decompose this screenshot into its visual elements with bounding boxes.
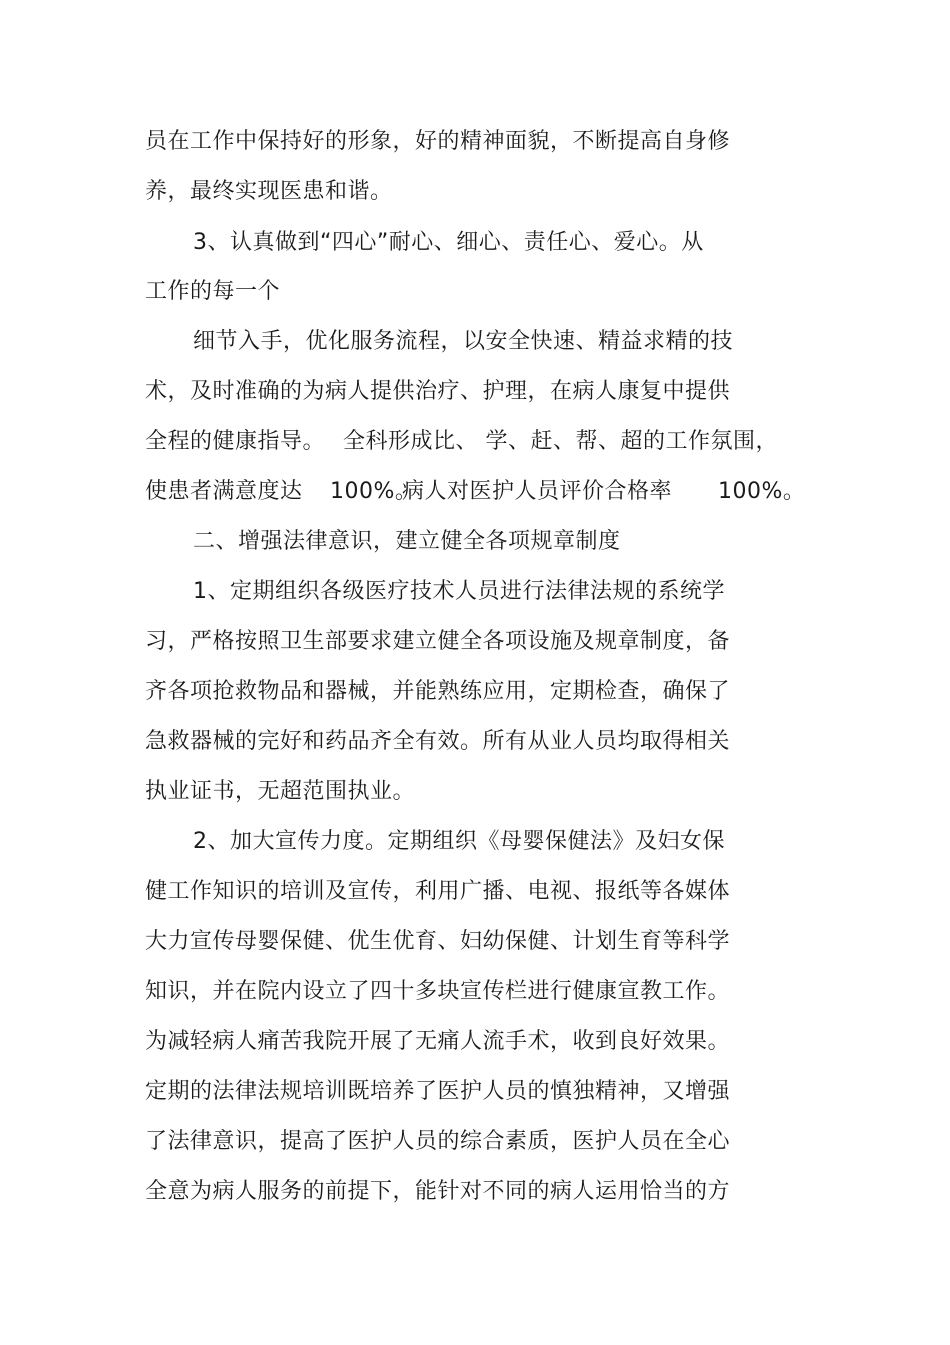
- text-line: 习，严格按照卫生部要求建立健全各项设施及规章制度，备: [145, 629, 731, 654]
- text-line: 知识，并在院内设立了四十多块宣传栏进行健康宣教工作。: [145, 979, 731, 1004]
- section-heading: 二、增强法律意识，建立健全各项规章制度: [193, 529, 621, 554]
- text-line: 为减轻病人痛苦我院开展了无痛人流手术，收到良好效果。: [145, 1029, 731, 1054]
- text-line: 全意为病人服务的前提下，能针对不同的病人运用恰当的方: [145, 1179, 731, 1204]
- text-line-part: 病人对医护人员评价合格率: [402, 479, 673, 504]
- text-line: 养，最终实现医患和谐。: [145, 179, 393, 204]
- text-line: 了法律意识，提高了医护人员的综合素质，医护人员在全心: [145, 1129, 731, 1154]
- percentage-value: 100%。: [718, 479, 806, 504]
- text-line: 1、定期组织各级医疗技术人员进行法律法规的系统学: [193, 579, 725, 604]
- text-line: 急救器械的完好和药品齐全有效。所有从业人员均取得相关: [145, 729, 731, 754]
- text-line: 细节入手，优化服务流程，以安全快速、精益求精的技: [193, 329, 734, 354]
- percentage-value: 100%。: [330, 479, 418, 504]
- text-line: 大力宣传母婴保健、优生优育、妇幼保健、计划生育等科学: [145, 929, 731, 954]
- text-line: 执业证书，无超范围执业。: [145, 779, 416, 804]
- text-line-part: 全科形成比、 学、赶、帮、超的工作氛围，: [343, 429, 778, 454]
- text-line: 术，及时准确的为病人提供治疗、护理，在病人康复中提供: [145, 379, 731, 404]
- text-line: 员在工作中保持好的形象，好的精神面貌，不断提高自身修: [145, 129, 731, 154]
- text-line: 3、认真做到“四心”耐心、细心、责任心、爱心。从: [193, 230, 704, 255]
- text-line: 2、加大宣传力度。定期组织《母婴保健法》及妇女保: [193, 829, 725, 854]
- text-line: 健工作知识的培训及宣传，利用广播、电视、报纸等各媒体: [145, 879, 731, 904]
- text-line-part: 全程的健康指导。: [145, 429, 326, 454]
- text-line-part: 使患者满意度达: [145, 479, 303, 504]
- text-line: 齐各项抢救物品和器械，并能熟练应用，定期检查，确保了: [145, 679, 731, 704]
- text-line: 定期的法律法规培训既培养了医护人员的慎独精神，又增强: [145, 1079, 731, 1104]
- text-line: 工作的每一个: [145, 279, 281, 304]
